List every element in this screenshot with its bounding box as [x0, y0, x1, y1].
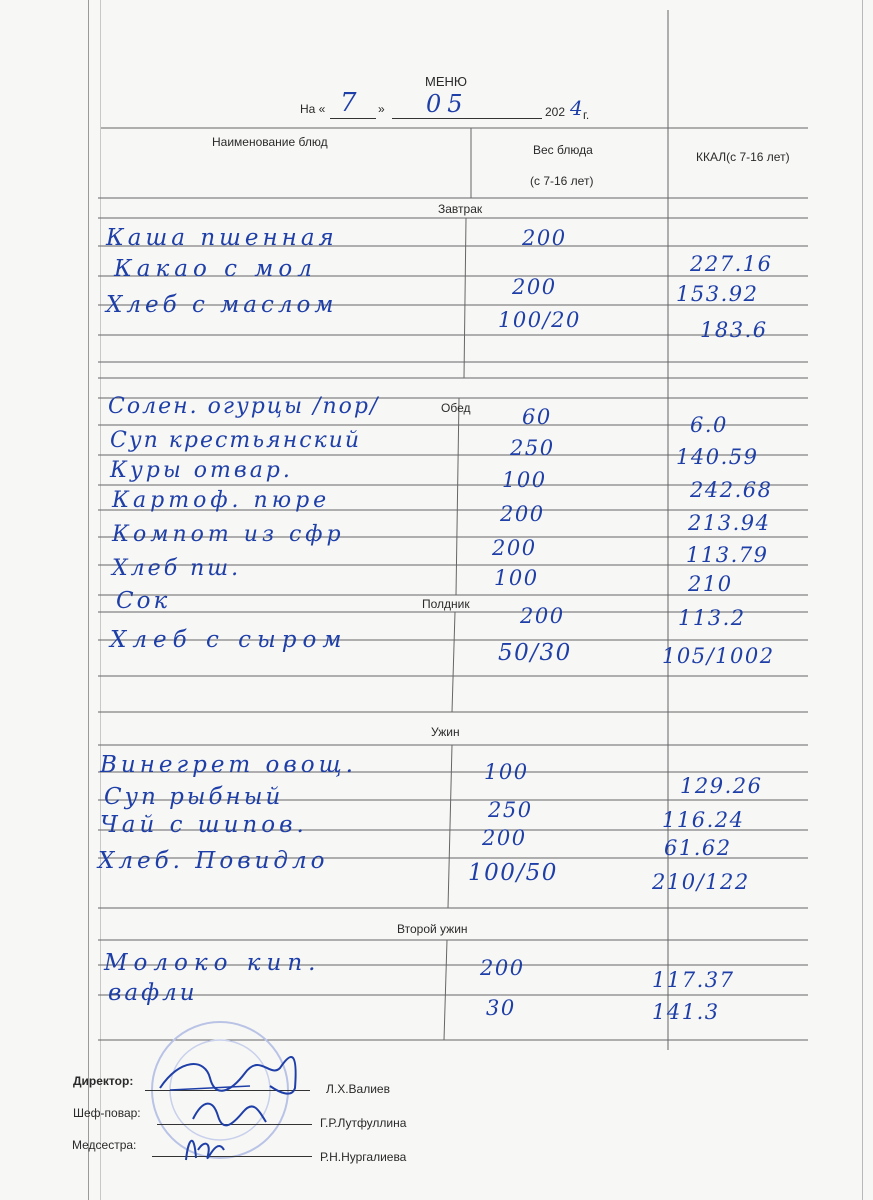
dish-weight: 200: [492, 536, 537, 560]
nurse-signature: [176, 1120, 236, 1170]
dish-weight: 200: [482, 826, 527, 850]
date-mid: »: [378, 102, 385, 116]
dish-kcal: 210: [688, 572, 733, 596]
dish-kcal: 213.94: [688, 511, 771, 535]
dish-kcal: 116.24: [662, 808, 745, 832]
dish-weight: 100: [502, 468, 547, 492]
dish-name: Компот из сфр: [112, 522, 345, 547]
dish-kcal: 105/1002: [662, 644, 775, 668]
dish-kcal: 113.79: [686, 543, 769, 567]
section-title-snack: Полдник: [422, 597, 470, 611]
dish-weight: 200: [512, 275, 557, 299]
dish-weight: 250: [510, 436, 555, 460]
director-name: Л.Х.Валиев: [326, 1082, 390, 1096]
dish-name: Молоко кип.: [104, 950, 322, 976]
date-day: 7: [340, 88, 359, 118]
dish-kcal: 141.3: [652, 1000, 720, 1024]
dish-weight: 200: [520, 604, 565, 628]
date-month: 05: [426, 90, 469, 118]
section-title-second-dinner: Второй ужин: [397, 922, 468, 936]
dish-name: Какао с мол: [114, 256, 317, 282]
dish-kcal: 183.6: [700, 318, 768, 342]
dish-name: Солен. огурцы /пор/: [108, 394, 380, 419]
col-header-weight-2: (с 7-16 лет): [530, 174, 594, 188]
col-header-kcal: ККАЛ(с 7-16 лет): [696, 150, 790, 164]
dish-name: вафли: [108, 980, 198, 1006]
dish-kcal: 242.68: [690, 478, 773, 502]
dish-name: Сок: [116, 588, 171, 614]
dish-kcal: 61.62: [664, 836, 732, 860]
date-year-suffix: г.: [583, 108, 590, 122]
dish-name: Суп крестьянский: [110, 428, 362, 453]
date-day-line: [330, 118, 376, 119]
date-year-prefix: 202: [545, 105, 566, 119]
director-label: Директор:: [73, 1074, 134, 1088]
nurse-name: Р.Н.Нургалиева: [320, 1150, 407, 1164]
dish-weight: 100: [494, 566, 539, 590]
dish-name: Суп рыбный: [104, 784, 284, 810]
dish-kcal: 210/122: [652, 870, 750, 894]
date-year-digit: 4: [570, 96, 585, 120]
col-header-weight-1: Вес блюда: [533, 143, 593, 157]
dish-name: Каша пшенная: [106, 225, 338, 251]
section-title-lunch: Обед: [441, 401, 471, 415]
chef-label: Шеф-повар:: [73, 1106, 141, 1120]
date-month-line: [392, 118, 542, 119]
dish-name: Хлеб с маслом: [106, 292, 338, 318]
dish-kcal: 153.92: [676, 282, 759, 306]
nurse-label: Медсестра:: [72, 1138, 137, 1152]
dish-weight: 200: [480, 956, 525, 980]
dish-weight: 60: [522, 405, 552, 429]
dish-name: Винегрет овощ.: [100, 752, 357, 778]
dish-name: Чай с шипов.: [100, 812, 308, 838]
dish-weight: 200: [522, 226, 567, 250]
dish-weight: 30: [486, 996, 516, 1020]
dish-name: Хлеб с сыром: [110, 627, 348, 653]
dish-weight: 100/20: [498, 308, 581, 332]
dish-kcal: 227.16: [690, 252, 773, 276]
dish-name: Хлеб пш.: [112, 556, 242, 581]
dish-weight: 200: [500, 502, 545, 526]
dish-kcal: 140.59: [676, 445, 759, 469]
date-prefix: На «: [300, 102, 326, 116]
col-header-name: Наименование блюд: [212, 135, 328, 149]
dish-kcal: 129.26: [680, 774, 763, 798]
menu-title: МЕНЮ: [425, 74, 468, 89]
dish-kcal: 6.0: [690, 413, 728, 437]
dish-kcal: 113.2: [678, 606, 746, 630]
dish-name: Хлеб. Повидло: [98, 848, 329, 874]
chef-name: Г.Р.Лутфуллина: [320, 1116, 407, 1130]
dish-weight: 50/30: [498, 640, 572, 666]
dish-weight: 250: [488, 798, 533, 822]
dish-name: Куры отвар.: [110, 458, 293, 483]
dish-kcal: 117.37: [652, 968, 735, 992]
dish-weight: 100: [484, 760, 529, 784]
dish-name: Картоф. пюре: [112, 488, 331, 513]
section-title-breakfast: Завтрак: [438, 202, 483, 216]
section-title-dinner: Ужин: [431, 725, 460, 739]
dish-weight: 100/50: [468, 860, 558, 886]
